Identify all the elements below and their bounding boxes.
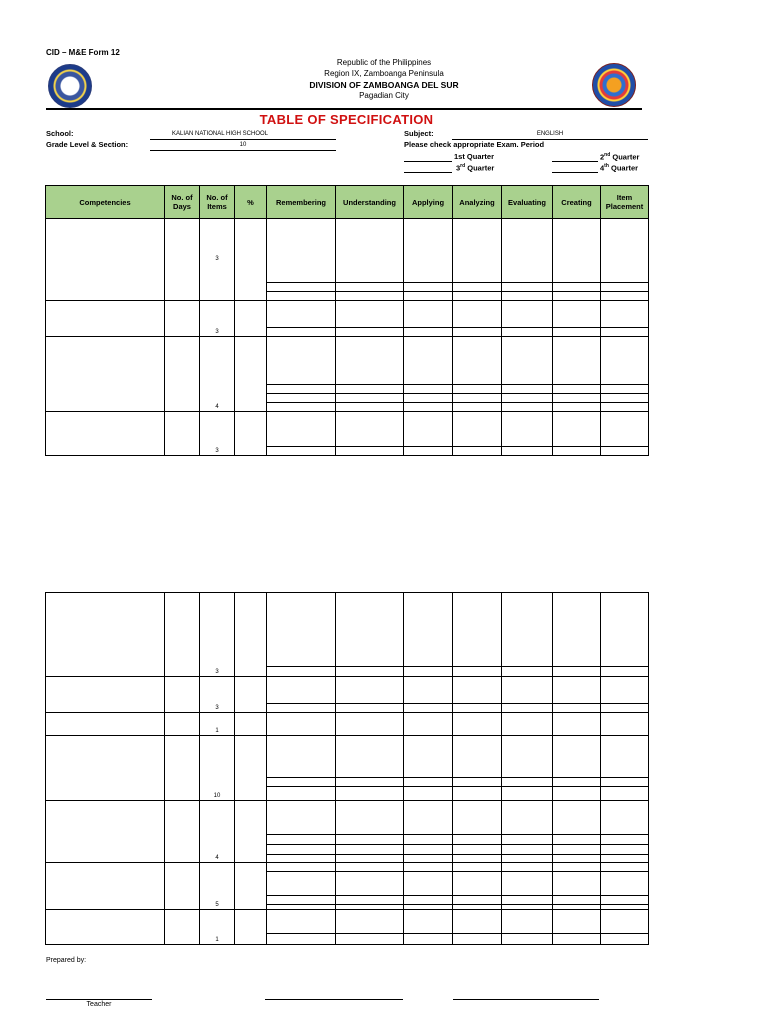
items-cell[interactable]: 5	[200, 863, 235, 910]
percent-cell[interactable]	[235, 677, 267, 713]
items-cell[interactable]: 1	[200, 713, 235, 736]
grade-value[interactable]: 10	[239, 142, 247, 148]
table-row	[46, 412, 649, 447]
teacher-label: Teacher	[86, 1001, 112, 1008]
percent-cell[interactable]	[235, 736, 267, 801]
days-cell[interactable]	[165, 593, 200, 677]
page-title: TABLE OF SPECIFICATION	[259, 112, 434, 127]
col-applying: Applying	[404, 186, 453, 219]
grade-label: Grade Level & Section:	[46, 140, 129, 149]
col-competencies: Competencies	[46, 186, 165, 219]
items-cell[interactable]: 3	[200, 593, 235, 677]
header-republic: Republic of the Philippines	[336, 58, 432, 67]
items-cell[interactable]: 3	[200, 677, 235, 713]
items-cell[interactable]: 10	[200, 736, 235, 801]
col-items: No. of Items	[200, 186, 235, 219]
signature-line-2[interactable]	[265, 999, 403, 1000]
col-remembering: Remembering	[267, 186, 336, 219]
q1-label: 1st Quarter	[454, 152, 495, 161]
items-cell[interactable]: 3	[200, 219, 235, 301]
col-creating: Creating	[553, 186, 601, 219]
q1-checkbox-line[interactable]	[404, 161, 452, 162]
competency-cell[interactable]	[46, 337, 165, 412]
days-cell[interactable]	[165, 337, 200, 412]
days-cell[interactable]	[165, 677, 200, 713]
school-label: School:	[46, 129, 74, 138]
competency-cell[interactable]	[46, 713, 165, 736]
items-cell[interactable]: 1	[200, 910, 235, 945]
q4-label: 4th Quarter	[600, 163, 639, 173]
percent-cell[interactable]	[235, 219, 267, 301]
competency-cell[interactable]	[46, 219, 165, 301]
percent-cell[interactable]	[235, 713, 267, 736]
percent-cell[interactable]	[235, 301, 267, 337]
table-row	[46, 736, 649, 778]
competency-cell[interactable]	[46, 593, 165, 677]
percent-cell[interactable]	[235, 863, 267, 910]
days-cell[interactable]	[165, 301, 200, 337]
q2-checkbox-line[interactable]	[552, 161, 598, 162]
table-row	[46, 713, 649, 736]
percent-cell[interactable]	[235, 910, 267, 945]
competency-cell[interactable]	[46, 736, 165, 801]
grade-underline	[150, 150, 336, 151]
table-row	[46, 219, 649, 283]
table-row	[46, 337, 649, 385]
table-row	[46, 910, 649, 934]
exam-period-label: Please check appropriate Exam. Period	[404, 140, 545, 149]
items-cell[interactable]: 4	[200, 801, 235, 863]
days-cell[interactable]	[165, 801, 200, 863]
school-underline	[150, 139, 336, 140]
col-days: No. of Days	[165, 186, 200, 219]
days-cell[interactable]	[165, 412, 200, 456]
days-cell[interactable]	[165, 736, 200, 801]
col-percent: %	[235, 186, 267, 219]
col-item-placement: Item Placement	[601, 186, 649, 219]
header-division: DIVISION OF ZAMBOANGA DEL SUR	[309, 80, 459, 90]
competency-cell[interactable]	[46, 910, 165, 945]
percent-cell[interactable]	[235, 593, 267, 677]
days-cell[interactable]	[165, 910, 200, 945]
table-row	[46, 863, 649, 872]
competency-cell[interactable]	[46, 801, 165, 863]
table-row	[46, 301, 649, 328]
table-row	[46, 801, 649, 835]
competency-cell[interactable]	[46, 301, 165, 337]
competency-cell[interactable]	[46, 677, 165, 713]
q3-label: 3rd Quarter	[456, 163, 495, 173]
q4-checkbox-line[interactable]	[552, 172, 598, 173]
header-region: Region IX, Zamboanga Peninsula	[324, 69, 444, 78]
subject-label: Subject:	[404, 129, 434, 138]
prepared-by-label: Prepared by:	[46, 957, 87, 964]
signature-line-3[interactable]	[453, 999, 599, 1000]
tos-table-1	[45, 185, 649, 456]
items-cell[interactable]: 4	[200, 337, 235, 412]
col-understanding: Understanding	[336, 186, 404, 219]
q2-label: 2nd Quarter	[600, 152, 640, 162]
items-cell[interactable]: 3	[200, 301, 235, 337]
tos-table-2	[45, 592, 649, 945]
teacher-signature-line[interactable]	[46, 999, 152, 1000]
percent-cell[interactable]	[235, 337, 267, 412]
competency-cell[interactable]	[46, 863, 165, 910]
school-value[interactable]: KALIAN NATIONAL HIGH SCHOOL	[171, 131, 269, 137]
days-cell[interactable]	[165, 713, 200, 736]
form-code: CID – M&E Form 12	[46, 48, 120, 57]
header-city: Pagadian City	[359, 91, 409, 100]
col-evaluating: Evaluating	[502, 186, 553, 219]
items-cell[interactable]: 3	[200, 412, 235, 456]
table-row	[46, 677, 649, 704]
days-cell[interactable]	[165, 219, 200, 301]
subject-value[interactable]: ENGLISH	[536, 131, 564, 137]
percent-cell[interactable]	[235, 801, 267, 863]
days-cell[interactable]	[165, 863, 200, 910]
q3-checkbox-line[interactable]	[404, 172, 452, 173]
col-analyzing: Analyzing	[453, 186, 502, 219]
competency-cell[interactable]	[46, 412, 165, 456]
table-row	[46, 593, 649, 667]
header-rule	[46, 108, 642, 110]
percent-cell[interactable]	[235, 412, 267, 456]
